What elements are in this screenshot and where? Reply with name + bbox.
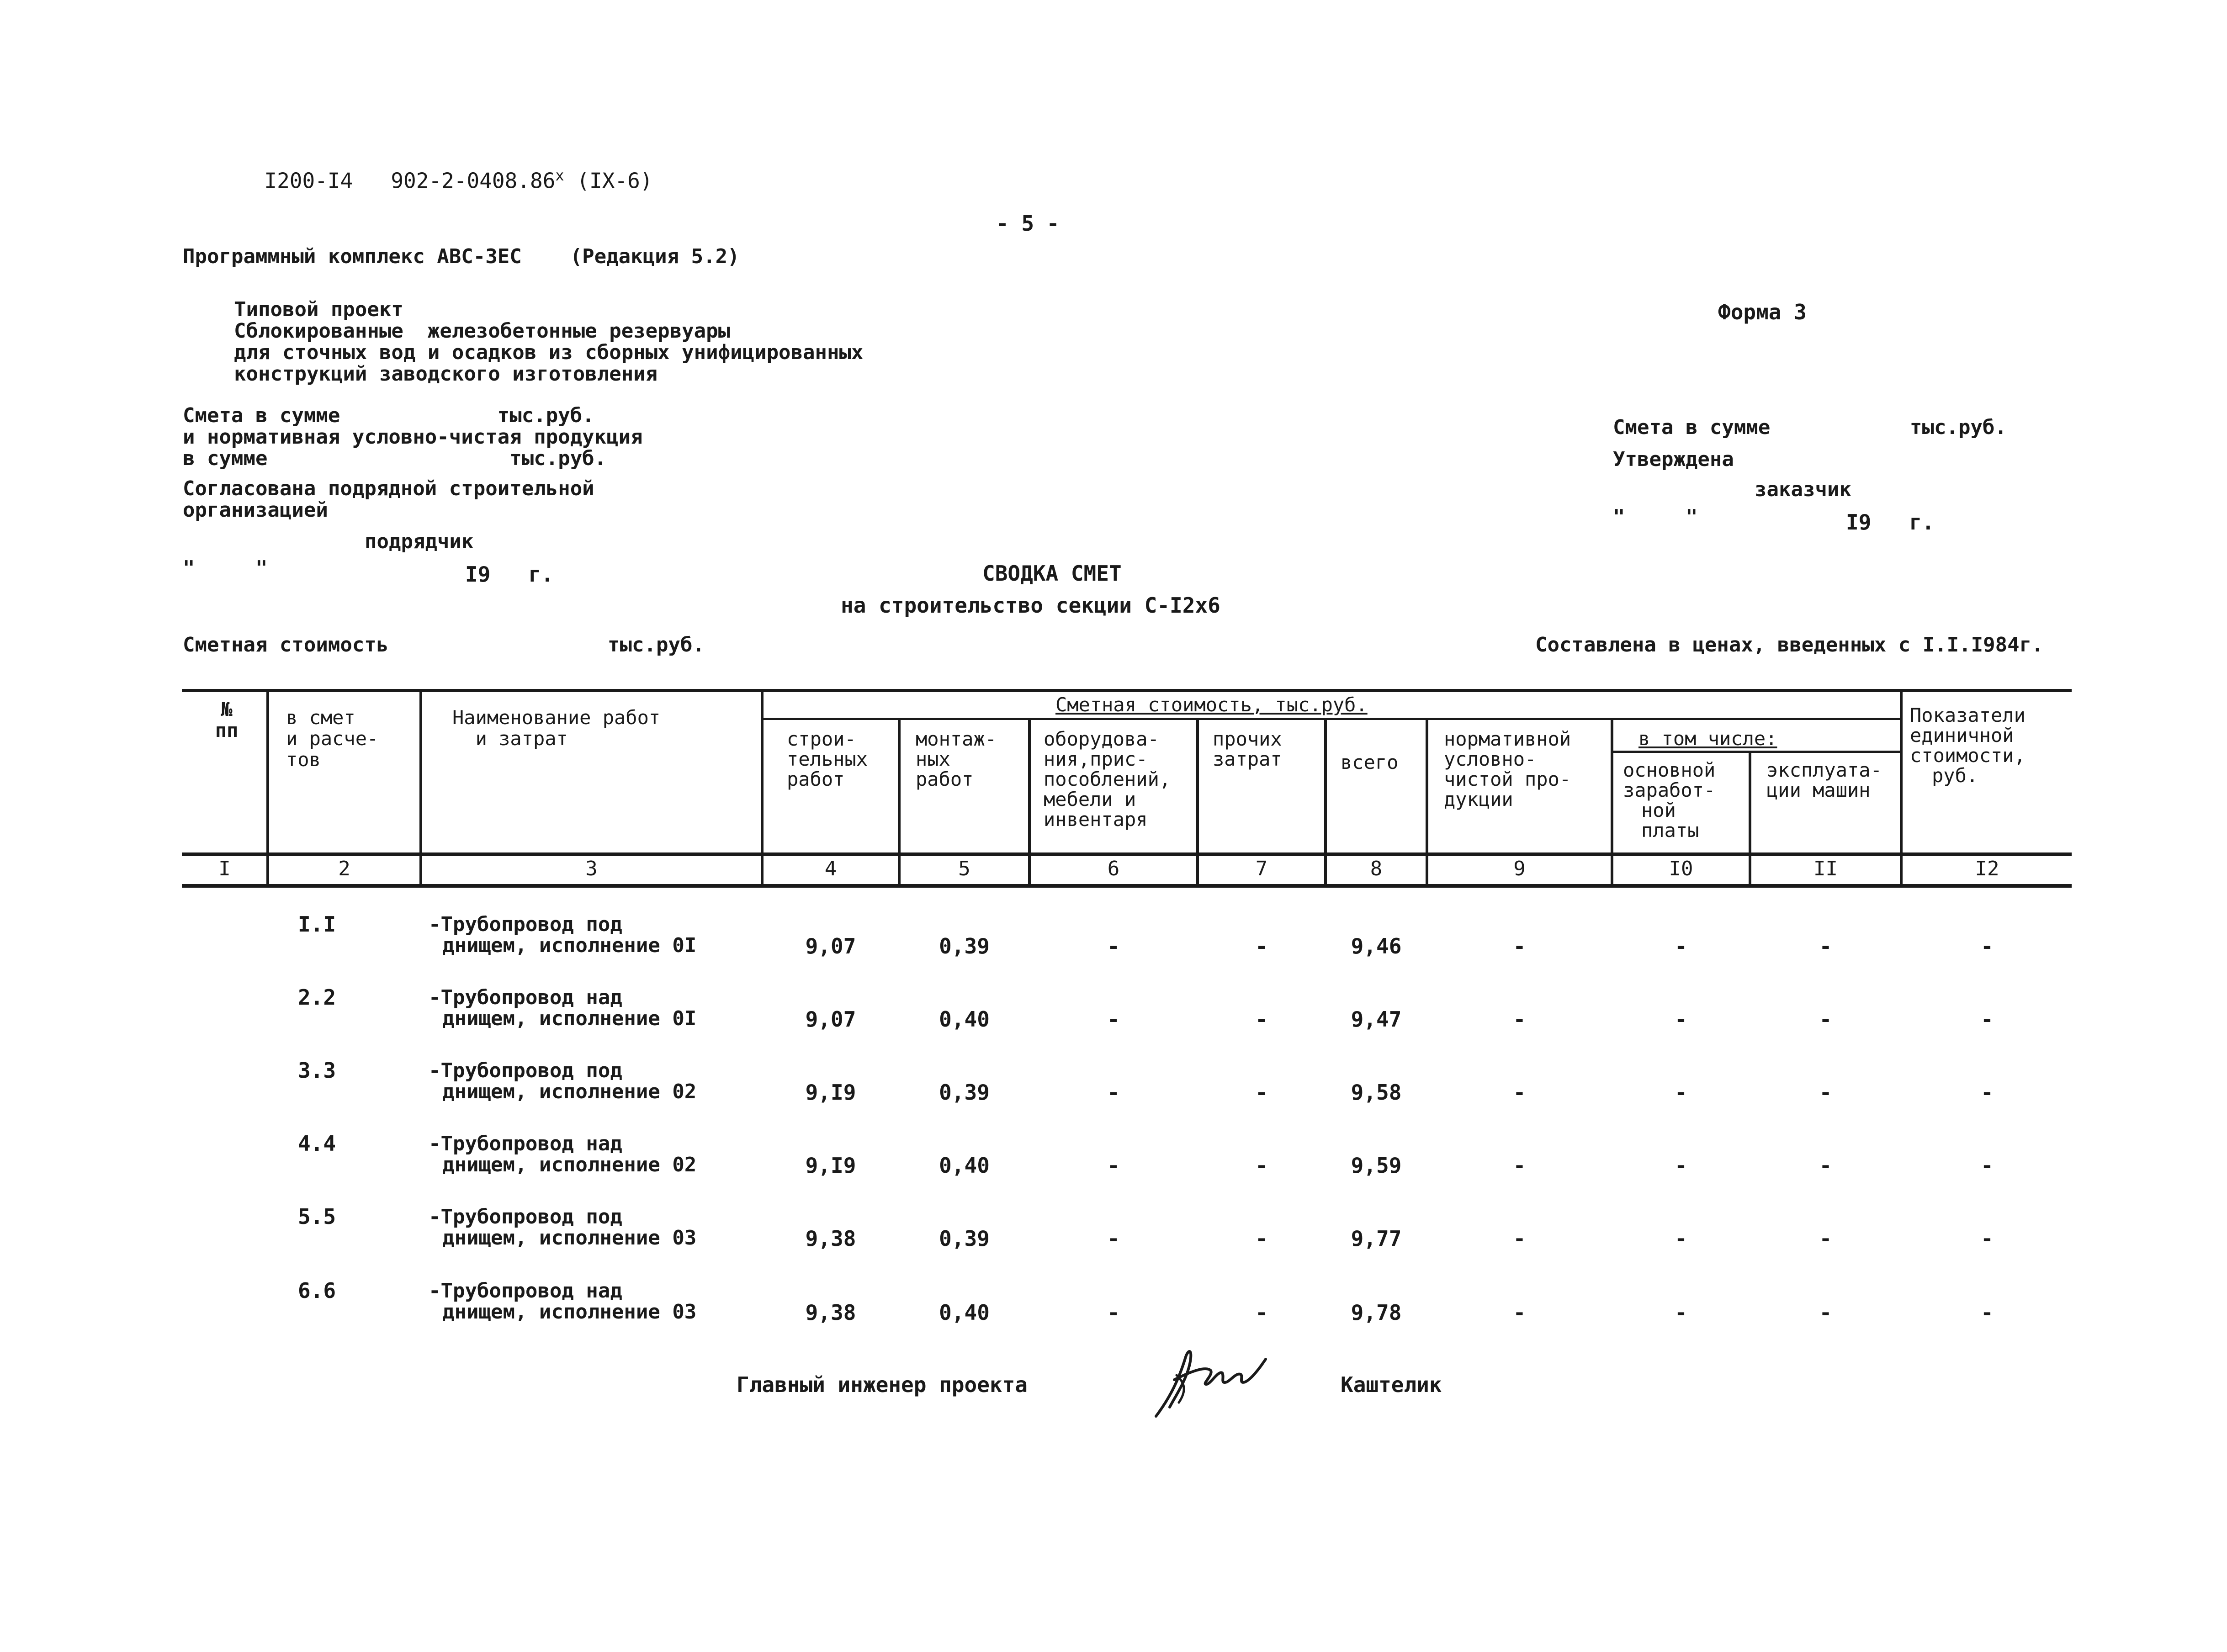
col-divider [419,690,422,886]
customer-date-quotes: " " [1613,505,1698,529]
cost-group-rule [762,718,1903,720]
header-text: основной [1623,759,1716,781]
row-cell-c9: - [1513,1226,1526,1251]
header-equipment [1044,729,1171,830]
row-cell-c9: - [1513,1080,1526,1105]
header-text: монтаж- [916,728,997,750]
row-cell-c5: 0,39 [939,934,990,958]
header-text: инвентаря [1044,808,1148,831]
row-cell-c11: - [1819,1226,1832,1251]
col-number: 2 [338,857,350,880]
row-cell-c9: - [1513,1153,1526,1178]
col-number: 9 [1513,857,1526,880]
header-text: заработ- [1623,779,1716,801]
signature-image [1142,1339,1270,1425]
row-cell-c4: 9,38 [805,1300,856,1325]
contractor-year: I9 г. [465,562,554,587]
row-cell-c4: 9,07 [805,934,856,958]
header-text: затрат [1213,748,1282,770]
header-cost-group: Сметная стоимость, тыс.руб. [1055,694,1368,716]
row-cell-c6: - [1107,1080,1120,1105]
header-text: пп [215,719,239,741]
row-ref: I.I [298,912,336,937]
row-name-line1: -Трубопровод под [429,913,622,936]
estimate-sum-line: Смета в сумме тыс.руб. [183,404,594,427]
row-cell-c7: - [1255,1007,1268,1032]
col-number: 4 [824,857,837,880]
col-number: I2 [1975,857,1999,880]
header-text: руб. [1932,764,1978,787]
row-cell-c8: 9,59 [1351,1153,1402,1178]
col-number: 3 [585,857,598,880]
chief-engineer-name: Каштелик [1341,1372,1442,1397]
header-text: ции машин [1766,779,1871,801]
row-cell-c12: - [1981,1007,1994,1032]
header-text: ной [1641,799,1676,821]
agreement-line: организацией [183,498,328,522]
header-text: работ [916,768,974,790]
header-text: работ [787,768,845,790]
row-name-line1: -Трубопровод над [429,986,622,1009]
header-other [1213,729,1282,769]
row-cell-c5: 0,39 [939,1226,990,1251]
header-text: чистой про- [1444,768,1571,790]
header-no [204,699,249,741]
header-machine-operation [1766,760,1882,800]
project-line: Типовой проект [234,298,403,321]
row-name-line2: днищем, исполнение 0I [442,1007,697,1030]
header-text: мебели и [1044,788,1136,810]
col-number: II [1813,857,1838,880]
row-cell-c12: - [1981,1300,1994,1325]
row-cell-c7: - [1255,1226,1268,1251]
approved-sum-unit: тыс.руб. [1910,416,2007,439]
header-bottom-rule [182,852,2072,856]
normative-sum-line: в сумме тыс.руб. [183,447,607,470]
row-name-line2: днищем, исполнение 0I [442,934,697,957]
row-cell-c5: 0,40 [939,1300,990,1325]
row-ref: 6.6 [298,1278,336,1303]
row-cell-c5: 0,40 [939,1153,990,1178]
row-name-line2: днищем, исполнение 02 [442,1080,697,1103]
agreement-block [183,478,594,521]
header-base-salary [1623,760,1715,841]
row-name-line2: днищем, исполнение 03 [442,1300,697,1324]
row-cell-c4: 9,38 [805,1226,856,1251]
row-ref: 3.3 [298,1058,336,1083]
software-label: Программный комплекс АВС-ЗЕС (Редакция 5.2) [183,245,740,268]
header-installation [916,729,997,789]
incl-group-rule [1613,751,1903,753]
row-cell-c8: 9,78 [1351,1300,1402,1325]
header-text: платы [1641,819,1699,842]
row-cell-c5: 0,40 [939,1007,990,1032]
row-cell-c6: - [1107,1300,1120,1325]
form-label: Форма 3 [1718,300,1807,324]
header-text: пособлений, [1044,768,1171,790]
numbers-bottom-rule [182,884,2072,888]
row-cell-c12: - [1981,1080,1994,1105]
header-text: единичной [1910,724,2014,747]
header-text: прочих [1213,728,1282,750]
normative-line: и нормативная условно-чистая продукция [183,425,643,449]
row-ref: 4.4 [298,1131,336,1156]
row-cell-c9: - [1513,1300,1526,1325]
col-divider [1900,690,1903,886]
project-description [234,299,864,385]
row-cell-c5: 0,39 [939,1080,990,1105]
row-cell-c9: - [1513,934,1526,958]
col-divider [761,690,764,886]
row-ref: 5.5 [298,1204,336,1229]
row-cell-c8: 9,77 [1351,1226,1402,1251]
row-cell-c6: - [1107,934,1120,958]
col-number: 8 [1370,857,1383,880]
document-code: I200-I4 902-2-0408.86$^x$ (IX-6) [264,167,653,193]
header-work-name [452,707,660,749]
table-top-rule [182,689,2072,692]
header-text: ных [916,748,950,770]
row-cell-c6: - [1107,1007,1120,1032]
row-name-line1: -Трубопровод над [429,1132,622,1155]
col-number: 6 [1107,857,1120,880]
row-cell-c4: 9,I9 [805,1080,856,1105]
row-cell-c11: - [1819,1153,1832,1178]
document-title: СВОДКА СМЕТ [982,561,1122,586]
customer-label: заказчик [1755,478,1851,501]
row-cell-c12: - [1981,934,1994,958]
customer-year: I9 г. [1846,510,1935,535]
header-text: и расче- [286,727,379,750]
col-number: I [218,857,231,880]
col-number: 7 [1255,857,1268,880]
header-construction [787,729,868,789]
row-cell-c9: - [1513,1007,1526,1032]
header-text: строи- [787,728,856,750]
col-number: 5 [958,857,970,880]
estimate-sum-block [183,405,643,469]
row-cell-c4: 9,07 [805,1007,856,1032]
row-name-line1: -Трубопровод под [429,1059,622,1082]
row-cell-c11: - [1819,1080,1832,1105]
header-text: и затрат [452,727,568,750]
approved-sum-label: Смета в сумме [1613,416,1771,439]
row-cell-c10: - [1675,1226,1687,1251]
header-text: нормативной [1444,728,1571,750]
page-number: - 5 - [996,211,1060,236]
col-number: I0 [1669,857,1693,880]
header-text: тов [286,748,321,771]
header-text: эксплуата- [1766,759,1882,781]
header-unit-cost [1910,705,2026,786]
agreement-line: Согласована подрядной строительной [183,477,594,500]
row-cell-c7: - [1255,1300,1268,1325]
header-normative [1444,729,1571,810]
header-text: в смет [286,706,355,729]
row-cell-c7: - [1255,1153,1268,1178]
row-cell-c11: - [1819,934,1832,958]
row-name-line2: днищем, исполнение 03 [442,1226,697,1250]
row-cell-c8: 9,58 [1351,1080,1402,1105]
row-cell-c4: 9,I9 [805,1153,856,1178]
project-line: для сточных вод и осадков из сборных унифицированных [234,341,864,364]
header-text: тельных [787,748,868,770]
document-subtitle: на строительство секции С-I2х6 [841,593,1220,618]
header-text: всего [1341,751,1399,773]
row-cell-c6: - [1107,1226,1120,1251]
cost-unit: тыс.руб. [608,633,705,657]
row-name-line1: -Трубопровод под [429,1205,622,1228]
col-divider [266,690,269,886]
header-text: оборудова- [1044,728,1159,750]
row-cell-c11: - [1819,1007,1832,1032]
approved-label: Утверждена [1613,448,1734,471]
row-cell-c10: - [1675,1080,1687,1105]
row-cell-c10: - [1675,1300,1687,1325]
row-cell-c12: - [1981,1153,1994,1178]
prices-note: Составлена в ценах, введенных с I.I.I984г. [1535,633,2044,657]
header-text: условно- [1444,748,1537,770]
project-line: Сблокированные железобетонные резервуары [234,319,731,343]
header-text: № [221,698,233,720]
row-cell-c8: 9,47 [1351,1007,1402,1032]
row-cell-c10: - [1675,1007,1687,1032]
project-line: конструкций заводского изготовления [234,362,658,386]
row-cell-c7: - [1255,934,1268,958]
header-text: ния,прис- [1044,748,1148,770]
header-text: Показатели [1910,704,2026,726]
cost-label: Сметная стоимость [183,633,389,657]
row-cell-c12: - [1981,1226,1994,1251]
row-cell-c8: 9,46 [1351,934,1402,958]
row-cell-c7: - [1255,1080,1268,1105]
row-cell-c6: - [1107,1153,1120,1178]
row-ref: 2.2 [298,985,336,1010]
header-text: Наименование работ [452,706,661,729]
header-text: дукции [1444,788,1513,810]
row-cell-c10: - [1675,1153,1687,1178]
row-cell-c11: - [1819,1300,1832,1325]
contractor-label: подрядчик [365,530,474,553]
header-estimate-ref [286,707,378,770]
contractor-date-quotes: " " [183,556,268,580]
chief-engineer-label: Главный инженер проекта [737,1372,1028,1397]
row-cell-c10: - [1675,934,1687,958]
header-including-group: в том числе: [1638,727,1777,750]
header-total [1341,752,1398,773]
header-text: стоимости, [1910,744,2026,767]
row-name-line1: -Трубопровод над [429,1279,622,1303]
row-name-line2: днищем, исполнение 02 [442,1153,697,1176]
